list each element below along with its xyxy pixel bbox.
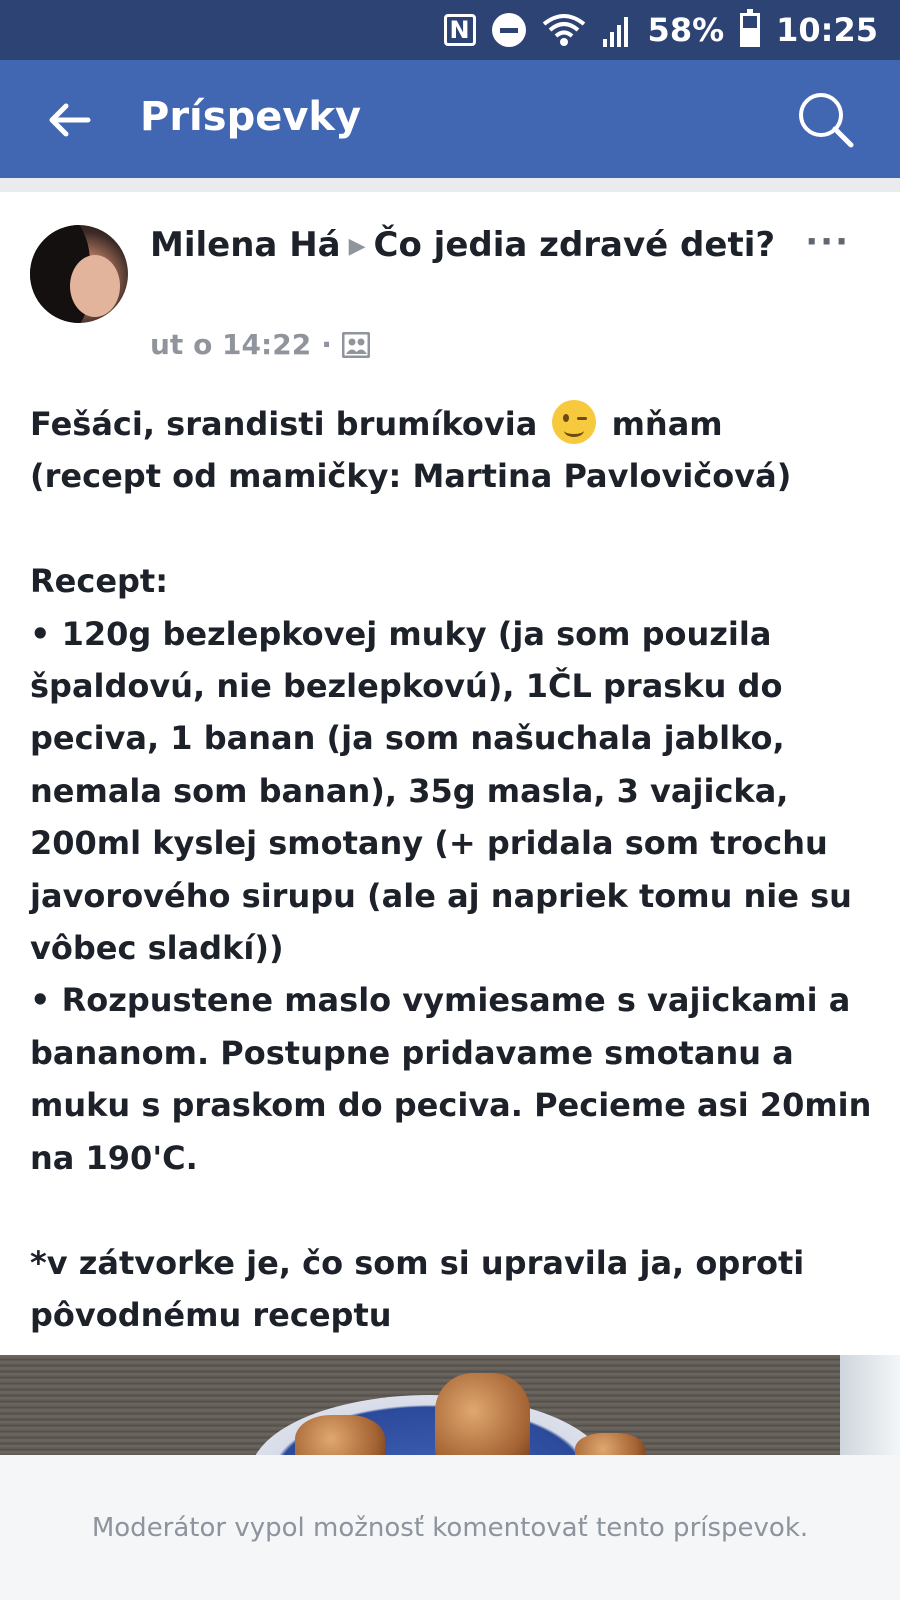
do-not-disturb-icon xyxy=(492,13,526,47)
back-button[interactable] xyxy=(40,90,100,150)
recipe-steps: • Rozpustene maslo vymiesame s vajickami a bananom. Postupne pridavame smotanu a muku s praskom do peciva. Pecieme asi 20min na 190'C. xyxy=(30,981,872,1177)
status-bar xyxy=(0,0,900,60)
winking-face-emoji-icon xyxy=(552,400,596,444)
post-meta xyxy=(150,328,370,361)
recipe-note: *v zátvorke je, čo som si upravila ja, oproti pôvodnému receptu xyxy=(30,1243,805,1334)
post-text-intro-end: mňam xyxy=(611,405,723,443)
app-bar xyxy=(0,60,900,178)
author-name[interactable]: Milena Há xyxy=(150,225,341,265)
recipe-ingredients: • 120g bezlepkovej muky (ja som pouzila špaldovú, nie bezlepkovú), 1ČL prasku do peciva, 1 banan (ja som našuchala jablko, nemala som banan), 35g masla, 3 vajicka, 200ml kyslej smotany (+ pridala som trochu javorového sirupu (ale aj napriek tomu nie su vôbec sladkí)) xyxy=(30,614,852,968)
battery-percent: 58% xyxy=(647,11,725,49)
post-text-intro: Fešáci, srandisti brumíkovia xyxy=(30,405,538,443)
post-photo[interactable] xyxy=(0,1355,900,1455)
battery-icon xyxy=(740,13,760,47)
more-options-button[interactable]: ··· xyxy=(805,222,850,262)
search-icon xyxy=(795,89,855,149)
search-button[interactable] xyxy=(790,84,860,154)
nfc-icon: N xyxy=(444,14,476,46)
avatar[interactable] xyxy=(30,225,128,323)
recipe-heading: Recept: xyxy=(30,562,169,601)
feed-divider xyxy=(0,178,900,192)
group-name[interactable]: Čo jedia zdravé deti? xyxy=(373,225,776,265)
post-author-line xyxy=(150,220,790,272)
post-text xyxy=(30,398,875,1341)
wifi-icon xyxy=(542,12,586,48)
triangle-right-icon: ▶ xyxy=(348,233,366,259)
signal-icon xyxy=(602,13,632,47)
page-title: Príspevky xyxy=(140,94,362,140)
arrow-left-icon xyxy=(48,102,92,138)
audience-members-icon xyxy=(342,332,370,358)
comments-disabled-text: Moderátor vypol možnosť komentovať tento príspevok. xyxy=(91,1512,809,1543)
post-text-credit: (recept od mamičky: Martina Pavlovičová) xyxy=(30,457,792,496)
post-timestamp[interactable]: ut o 14:22 xyxy=(150,328,312,361)
clock: 10:25 xyxy=(776,11,878,49)
comments-disabled-notice xyxy=(0,1455,900,1600)
meta-separator: · xyxy=(321,328,332,361)
